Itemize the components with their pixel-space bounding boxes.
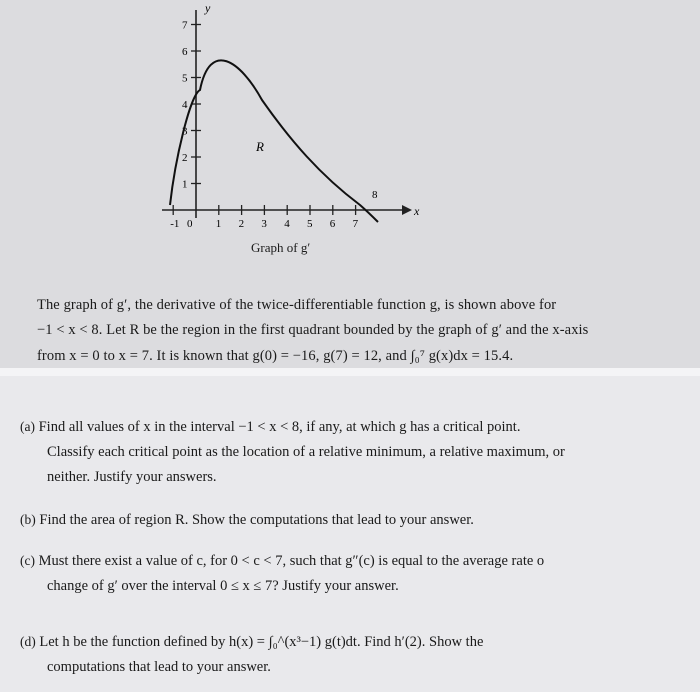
x-tick-label: 3 [261, 218, 267, 230]
y-tick-label: 5 [182, 72, 188, 85]
intro-line-1: The graph of g′, the derivative of the twice-differentiable function g, is shown above for [37, 297, 557, 313]
question-a-line-3: neither. Justify your answers. [47, 469, 217, 485]
intro-line-2: −1 < x < 8. Let R be the region in the first quadrant bounded by the graph of g′ and the x-axis [37, 322, 589, 338]
x-tick-label: 6 [329, 218, 336, 230]
x-tick-label: 1 [215, 218, 222, 230]
question-a-label: (a) [20, 419, 35, 434]
question-c-line-1: Must there exist a value of c, for 0 < c < 7, such that g″(c) is equal to the average rate o [38, 553, 545, 569]
question-b-line-1: Find the area of region R. Show the computations that lead to your answer. [39, 512, 474, 528]
question-d-line-1: Let h be the function defined by h(x) = ∫₀^(x³−1) g(t)dt. Find h′(2). Show the [39, 634, 484, 650]
question-d [20, 634, 483, 651]
root-label: 8 [372, 189, 378, 201]
question-d-label: (d) [20, 634, 36, 649]
question-a [20, 419, 520, 436]
intro-line-3: from x = 0 to x = 7. It is known that g(0) = −16, g(7) = 12, and ∫₀⁷ g(x)dx = 15.4. [37, 348, 514, 364]
question-a-line-2: Classify each critical point as the location of a relative minimum, a relative maximum, or [47, 444, 565, 460]
region-label: R [256, 139, 264, 154]
x-tick-label: 2 [238, 218, 245, 230]
x-tick-label: 7 [352, 218, 359, 230]
y-tick-label: 3 [182, 125, 188, 138]
question-c [20, 553, 544, 570]
section-divider [0, 368, 700, 376]
y-tick-label: 2 [182, 152, 188, 164]
x-tick-label: 5 [307, 218, 313, 230]
x-ticks [170, 205, 358, 230]
x-axis-arrow-icon [402, 205, 412, 215]
y-tick-label: 4 [182, 99, 188, 111]
graph-caption: Graph of g′ [251, 240, 311, 255]
questions-panel [0, 376, 700, 692]
question-a-line-1: Find all values of x in the interval −1 < x < 8, if any, at which g has a critical point. [38, 419, 521, 435]
x-axis-label: x [414, 204, 420, 218]
y-tick-label: 1 [182, 178, 188, 191]
g-prime-curve [170, 60, 378, 222]
x-tick-label: -1 [170, 218, 180, 230]
question-b-label: (b) [20, 512, 36, 527]
y-tick-label: 6 [182, 46, 188, 58]
question-d-line-2: computations that lead to your answer. [47, 659, 271, 675]
y-axis-label: y [205, 1, 211, 15]
question-b [20, 512, 474, 529]
y-tick-label: 7 [182, 19, 188, 32]
question-c-line-2: change of g′ over the interval 0 ≤ x ≤ 7? Justify your answer. [47, 578, 399, 594]
x-tick-label: 4 [284, 218, 290, 230]
question-c-label: (c) [20, 553, 35, 568]
x-tick-label: 0 [187, 218, 193, 230]
